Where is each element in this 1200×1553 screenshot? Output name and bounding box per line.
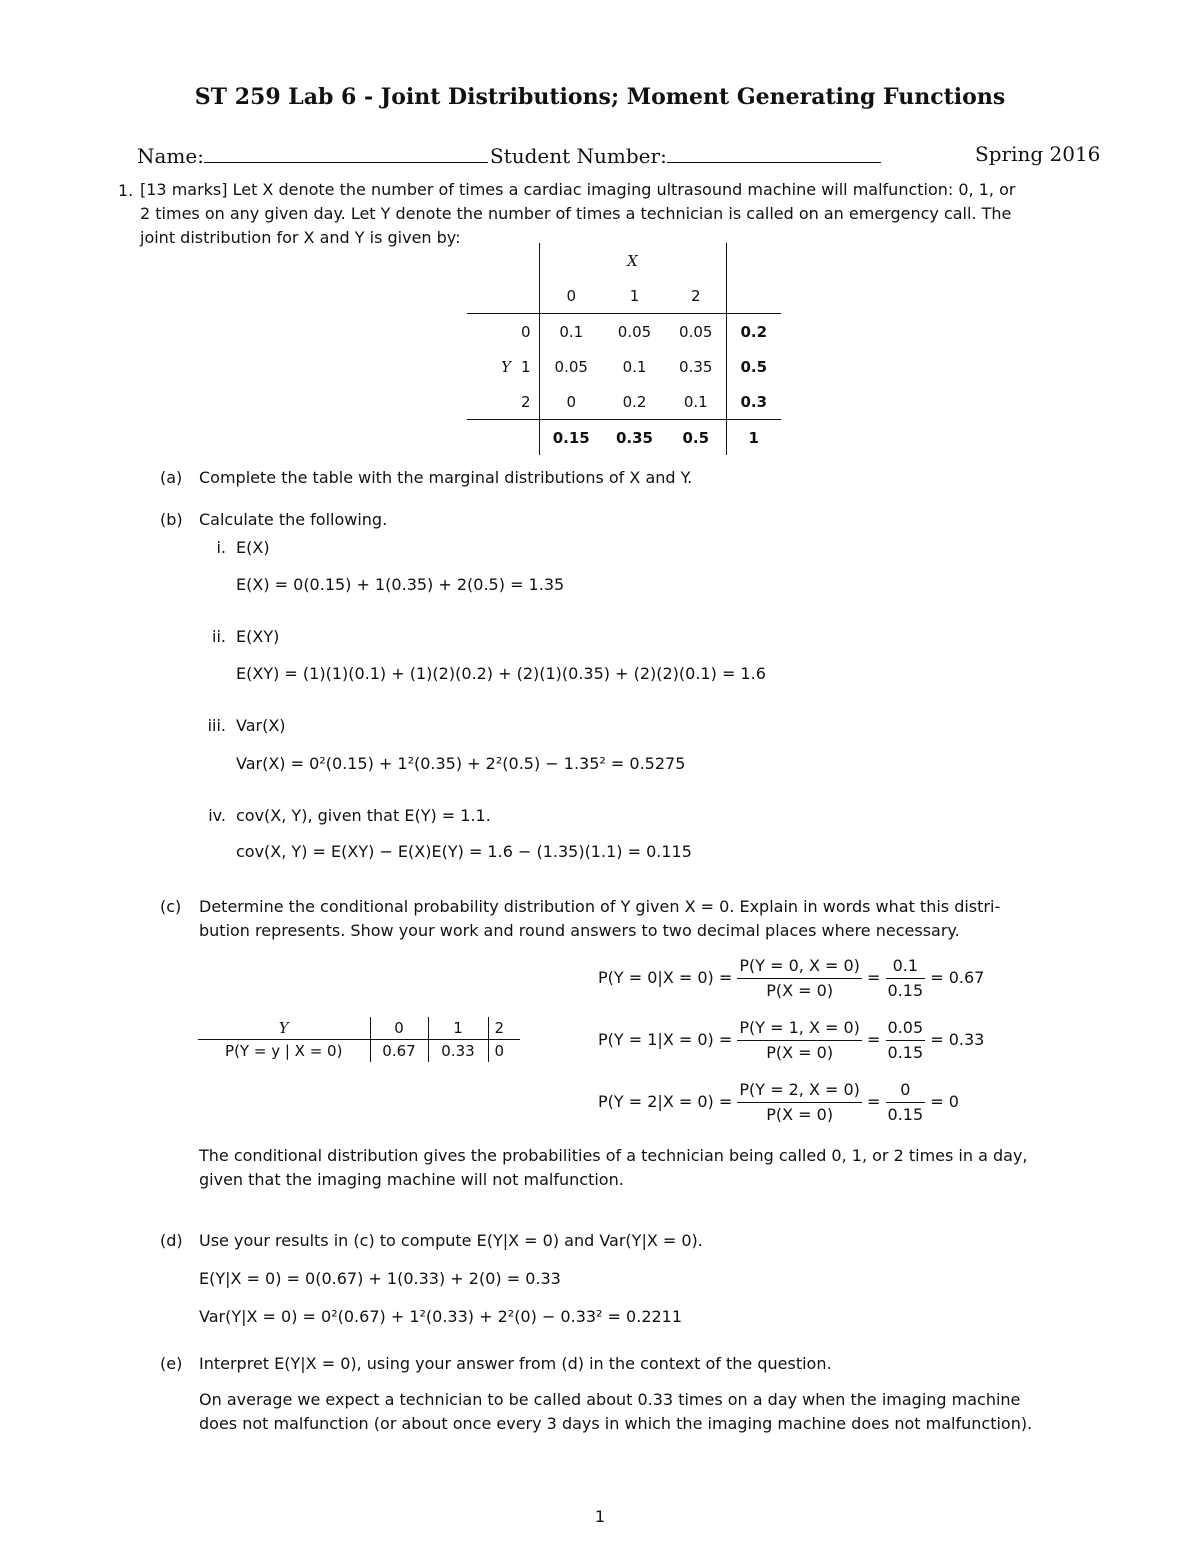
- item-prompt: E(X): [236, 538, 270, 557]
- part-c-text-2: bution represents. Show your work and round answers to two decimal places where necessary.: [199, 921, 960, 940]
- y-marginal: 0.5: [726, 349, 781, 384]
- conditional-distribution-table: [198, 1017, 520, 1062]
- item-prompt: cov(X, Y), given that E(Y) = 1.1.: [236, 806, 491, 825]
- item-answer: cov(X, Y) = E(XY) − E(X)E(Y) = 1.6 − (1.35)(1.1) = 0.115: [236, 842, 692, 861]
- joint-cell: 0.05: [679, 322, 713, 341]
- question-marks: [13 marks]: [140, 180, 228, 199]
- eq-fraction: [886, 1078, 926, 1127]
- joint-cell: 0.35: [679, 357, 713, 376]
- joint-cell: 0.1: [622, 357, 647, 376]
- part-d-text: Use your results in (c) to compute E(Y|X = 0) and Var(Y|X = 0).: [199, 1231, 703, 1250]
- item-prompt: E(XY): [236, 627, 280, 646]
- cond-table-header-label: Y: [278, 1019, 289, 1037]
- student-number-field: [490, 142, 881, 168]
- eq-lhs: P(Y = 0|X = 0) =: [598, 968, 733, 987]
- item-label: i.: [216, 538, 226, 557]
- joint-cell: 0.1: [559, 322, 584, 341]
- joint-distribution-table: [467, 243, 781, 455]
- y-value: 0: [517, 314, 539, 350]
- eq-denominator: P(X = 0): [766, 1043, 834, 1062]
- item-label: ii.: [212, 627, 226, 646]
- item-label: iv.: [208, 806, 226, 825]
- part-a-text: Complete the table with the marginal distributions of X and Y.: [199, 468, 693, 487]
- part-e-answer-1: On average we expect a technician to be called about 0.33 times on a day when the imaging machine: [199, 1390, 1021, 1409]
- eq-numerator: P(Y = 1, X = 0): [737, 1016, 862, 1041]
- eq-denominator: 0.15: [887, 1043, 924, 1062]
- eq-denominator: 0.15: [887, 1105, 924, 1124]
- y-axis-label: Y: [501, 357, 511, 376]
- cond-prob: 0.33: [428, 1040, 488, 1063]
- part-d-answer-2: Var(Y|X = 0) = 0²(0.67) + 1²(0.33) + 2²(0) − 0.33² = 0.2211: [199, 1307, 683, 1326]
- joint-cell: 0.05: [554, 357, 588, 376]
- part-d-answer-1: E(Y|X = 0) = 0(0.67) + 1(0.33) + 2(0) = 0.33: [199, 1269, 561, 1288]
- part-b-text: Calculate the following.: [199, 510, 388, 529]
- eq-fraction: [886, 954, 926, 1003]
- equals-sign: =: [867, 1030, 881, 1049]
- intro-line-3: joint distribution for X and Y is given by:: [140, 228, 461, 247]
- eq-denominator: 0.15: [887, 981, 924, 1000]
- eq-numerator: 0: [886, 1078, 926, 1103]
- part-e-text: Interpret E(Y|X = 0), using your answer from (d) in the context of the question.: [199, 1354, 832, 1373]
- question-number: 1.: [118, 181, 134, 200]
- part-e-label: (e): [160, 1354, 183, 1373]
- eq-result: = 0: [930, 1092, 959, 1111]
- cond-prob: 0: [488, 1040, 520, 1063]
- total-probability: 1: [726, 420, 781, 456]
- item-label: iii.: [207, 716, 226, 735]
- equals-sign: =: [867, 968, 881, 987]
- eq-fraction: [737, 1016, 862, 1065]
- joint-cell: 0: [566, 392, 577, 411]
- eq-lhs: P(Y = 1|X = 0) =: [598, 1030, 733, 1049]
- cond-prob: 0.67: [370, 1040, 428, 1063]
- eq-numerator: P(Y = 0, X = 0): [737, 954, 862, 979]
- cond-y-value: 1: [428, 1017, 488, 1040]
- x-marginal: 0.35: [615, 428, 653, 447]
- y-marginal: 0.2: [726, 314, 781, 350]
- part-a-label: (a): [160, 468, 183, 487]
- cond-equation: [598, 1016, 984, 1065]
- item-answer: E(XY) = (1)(1)(0.1) + (1)(2)(0.2) + (2)(1)(0.35) + (2)(2)(0.1) = 1.6: [236, 664, 766, 683]
- part-c-label: (c): [160, 897, 182, 916]
- cond-y-value: 0: [370, 1017, 428, 1040]
- joint-cell: 0.2: [622, 392, 647, 411]
- y-value: 2: [517, 384, 539, 420]
- term: Spring 2016: [975, 142, 1101, 166]
- cond-equation: [598, 1078, 959, 1127]
- cond-table-row-label: P(Y = y | X = 0): [225, 1042, 343, 1060]
- cond-equation: [598, 954, 984, 1003]
- item-answer: Var(X) = 0²(0.15) + 1²(0.35) + 2²(0.5) − 1.35² = 0.5275: [236, 754, 686, 773]
- y-value: 1: [517, 349, 539, 384]
- eq-numerator: 0.1: [886, 954, 926, 979]
- eq-result: = 0.33: [930, 1030, 985, 1049]
- eq-numerator: P(Y = 2, X = 0): [737, 1078, 862, 1103]
- page-number: 1: [594, 1507, 606, 1526]
- x-value: 1: [629, 286, 640, 305]
- item-prompt: Var(X): [236, 716, 286, 735]
- name-blank: [204, 142, 488, 163]
- cond-y-value: 2: [488, 1017, 520, 1040]
- equals-sign: =: [867, 1092, 881, 1111]
- eq-fraction: [737, 1078, 862, 1127]
- intro-line-1: Let X denote the number of times a cardiac imaging ultrasound machine will malfunction: 0, 1, or: [232, 180, 1016, 199]
- question-intro-line-1: [140, 178, 1015, 202]
- x-axis-label: X: [627, 251, 638, 270]
- eq-lhs: P(Y = 2|X = 0) =: [598, 1092, 733, 1111]
- eq-fraction: [886, 1016, 926, 1065]
- student-number-blank: [667, 142, 881, 163]
- conditional-explanation-2: given that the imaging machine will not malfunction.: [199, 1170, 624, 1189]
- eq-denominator: P(X = 0): [766, 1105, 834, 1124]
- eq-fraction: [737, 954, 862, 1003]
- part-e-answer-2: does not malfunction (or about once every 3 days in which the imaging machine does not malfunction).: [199, 1414, 1033, 1433]
- name-label: Name:: [137, 144, 204, 168]
- part-b-label: (b): [160, 510, 183, 529]
- item-answer: E(X) = 0(0.15) + 1(0.35) + 2(0.5) = 1.35: [236, 575, 565, 594]
- y-marginal: 0.3: [726, 384, 781, 420]
- intro-line-2: 2 times on any given day. Let Y denote the number of times a technician is called on an emergency call. The: [140, 204, 1012, 223]
- part-d-label: (d): [160, 1231, 183, 1250]
- x-marginal: 0.5: [682, 428, 710, 447]
- x-value: 2: [690, 286, 701, 305]
- eq-denominator: P(X = 0): [766, 981, 834, 1000]
- x-marginal: 0.15: [552, 428, 590, 447]
- conditional-explanation-1: The conditional distribution gives the probabilities of a technician being called 0, 1, or 2 times in a day,: [199, 1146, 1028, 1165]
- page-title: ST 259 Lab 6 - Joint Distributions; Moment Generating Functions: [194, 84, 1006, 110]
- joint-cell: 0.05: [617, 322, 652, 341]
- name-field: [137, 142, 488, 168]
- part-c-text-1: Determine the conditional probability distribution of Y given X = 0. Explain in words what this distri-: [199, 897, 1001, 916]
- student-number-label: Student Number:: [490, 144, 667, 168]
- eq-numerator: 0.05: [886, 1016, 926, 1041]
- joint-cell: 0.1: [683, 392, 708, 411]
- eq-result: = 0.67: [930, 968, 985, 987]
- x-value: 0: [566, 286, 577, 305]
